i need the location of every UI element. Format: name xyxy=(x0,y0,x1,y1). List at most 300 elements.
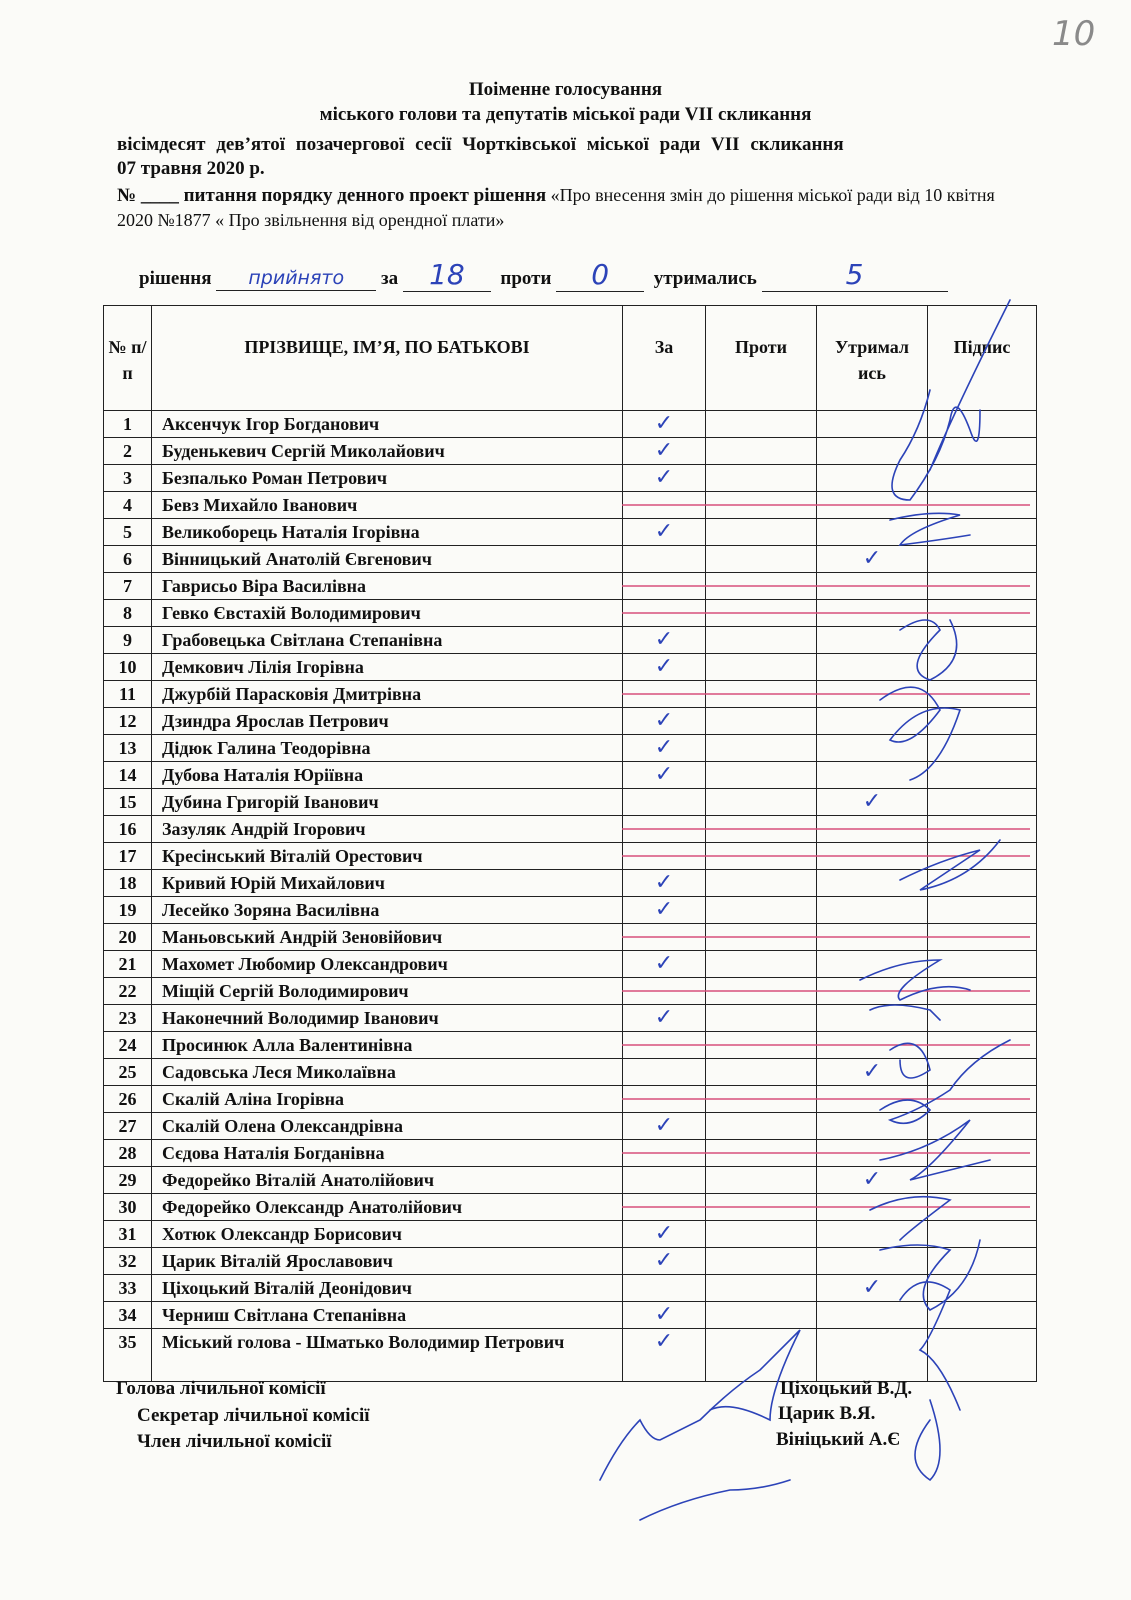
deputy-name: Дзиндра Ярослав Петрович xyxy=(152,708,623,735)
signature-cell xyxy=(928,789,1037,816)
signature-cell xyxy=(928,1113,1037,1140)
signature-cell xyxy=(928,897,1037,924)
signature-cell xyxy=(928,1059,1037,1086)
deputy-name: Сєдова Наталія Богданівна xyxy=(152,1140,623,1167)
deputy-name: Кресінський Віталій Орестович xyxy=(152,843,623,870)
row-number: 16 xyxy=(104,816,152,843)
vote-for-cell xyxy=(623,735,706,762)
row-number: 9 xyxy=(104,627,152,654)
vote-against-cell xyxy=(706,438,817,465)
chair-label: Голова лічильної комісії xyxy=(116,1378,326,1399)
session-date: 07 травня 2020 р. xyxy=(117,158,265,179)
checkmark-icon: ✓ xyxy=(654,519,674,544)
deputy-name: Безпалько Роман Петрович xyxy=(152,465,623,492)
signature-cell xyxy=(928,654,1037,681)
table-row xyxy=(104,492,1037,519)
signature-cell xyxy=(928,573,1037,600)
row-number: 14 xyxy=(104,762,152,789)
row-number: 5 xyxy=(104,519,152,546)
table-row xyxy=(104,573,1037,600)
agenda-prefix: № ____ питання порядку денного проект рішення xyxy=(117,185,547,206)
decision-value: прийнято xyxy=(248,267,345,289)
checkmark-icon: ✓ xyxy=(654,438,674,463)
signature-cell xyxy=(928,978,1037,1005)
deputy-name: Демкович Лілія Ігорівна xyxy=(152,654,623,681)
signature-cell xyxy=(928,708,1037,735)
table-row xyxy=(104,870,1037,897)
checkmark-icon: ✓ xyxy=(862,1275,882,1300)
table-row xyxy=(104,654,1037,681)
checkmark-icon: ✓ xyxy=(654,735,674,760)
table-row xyxy=(104,438,1037,465)
checkmark-icon: ✓ xyxy=(654,1221,674,1246)
table-row xyxy=(104,789,1037,816)
table-row xyxy=(104,897,1037,924)
vote-against-cell xyxy=(706,654,817,681)
vote-abstain-cell xyxy=(817,1329,928,1382)
vote-abstain-cell xyxy=(817,1194,928,1221)
deputy-name: Дідюк Галина Теодорівна xyxy=(152,735,623,762)
table-row xyxy=(104,1005,1037,1032)
vote-for-cell xyxy=(623,816,706,843)
vote-abstain-cell xyxy=(817,438,928,465)
vote-abstain-cell xyxy=(817,519,928,546)
vote-for-cell xyxy=(623,438,706,465)
signature-cell xyxy=(928,843,1037,870)
checkmark-icon: ✓ xyxy=(654,1248,674,1273)
deputy-name: Дубина Григорій Іванович xyxy=(152,789,623,816)
agenda-item xyxy=(117,183,1033,232)
deputy-name: Гаврисьо Віра Василівна xyxy=(152,573,623,600)
vote-abstain-cell xyxy=(817,789,928,816)
vote-against-cell xyxy=(706,1167,817,1194)
row-number: 29 xyxy=(104,1167,152,1194)
row-number: 15 xyxy=(104,789,152,816)
deputy-name: Федорейко Віталій Анатолійович xyxy=(152,1167,623,1194)
table-row xyxy=(104,411,1037,438)
vote-for-cell xyxy=(623,978,706,1005)
row-number: 19 xyxy=(104,897,152,924)
vote-abstain-cell xyxy=(817,1059,928,1086)
checkmark-icon: ✓ xyxy=(654,762,674,787)
checkmark-icon: ✓ xyxy=(862,1059,882,1084)
signature-cell xyxy=(928,1248,1037,1275)
roll-call-table xyxy=(103,305,1037,1382)
for-label: за xyxy=(381,268,399,289)
vote-against-cell xyxy=(706,924,817,951)
vote-for-cell xyxy=(623,1086,706,1113)
vote-abstain-cell xyxy=(817,654,928,681)
decision-label: рішення xyxy=(139,268,212,289)
session-line: вісімдесят дев’ятої позачергової сесії Чортківської міської ради VII скликання xyxy=(117,134,844,155)
checkmark-icon: ✓ xyxy=(654,1113,674,1138)
vote-for-cell xyxy=(623,1302,706,1329)
deputy-name: Бевз Михайло Іванович xyxy=(152,492,623,519)
row-number: 13 xyxy=(104,735,152,762)
signature-cell xyxy=(928,1032,1037,1059)
vote-against-cell xyxy=(706,978,817,1005)
signature-cell xyxy=(928,681,1037,708)
decision-summary xyxy=(139,258,948,292)
header-num: № п/п xyxy=(104,306,152,411)
signature-cell xyxy=(928,1194,1037,1221)
member-name: Вініцький А.Є xyxy=(776,1429,901,1450)
for-count-field xyxy=(403,258,491,292)
checkmark-icon: ✓ xyxy=(654,870,674,895)
vote-against-cell xyxy=(706,519,817,546)
vote-for-cell xyxy=(623,843,706,870)
header-for: За xyxy=(623,306,706,411)
signature-cell xyxy=(928,1005,1037,1032)
signature-cell xyxy=(928,546,1037,573)
secretary-name: Царик В.Я. xyxy=(778,1403,876,1424)
signature-cell xyxy=(928,735,1037,762)
vote-abstain-cell xyxy=(817,1140,928,1167)
deputy-name: Махомет Любомир Олександрович xyxy=(152,951,623,978)
signature-cell xyxy=(928,411,1037,438)
table-row xyxy=(104,708,1037,735)
deputy-name: Вінницький Анатолій Євгенович xyxy=(152,546,623,573)
table-row xyxy=(104,546,1037,573)
row-number: 33 xyxy=(104,1275,152,1302)
header-abstain: Утримались xyxy=(817,306,928,411)
vote-abstain-cell xyxy=(817,492,928,519)
header-signature: Підпис xyxy=(928,306,1037,411)
vote-for-cell xyxy=(623,924,706,951)
vote-abstain-cell xyxy=(817,762,928,789)
vote-against-cell xyxy=(706,1221,817,1248)
checkmark-icon: ✓ xyxy=(654,411,674,436)
signature-cell xyxy=(928,1275,1037,1302)
row-number: 20 xyxy=(104,924,152,951)
deputy-name: Скалій Олена Олександрівна xyxy=(152,1113,623,1140)
signature-cell xyxy=(928,1302,1037,1329)
signature-cell xyxy=(928,1329,1037,1382)
vote-against-cell xyxy=(706,465,817,492)
vote-against-cell xyxy=(706,681,817,708)
deputy-name: Кривий Юрій Михайлович xyxy=(152,870,623,897)
vote-for-cell xyxy=(623,492,706,519)
vote-for-cell xyxy=(623,1275,706,1302)
agenda-text: «Про внесення змін до рішення міської ради від 10 квітня 2020 №1877 « Про звільнення від орендної плати» xyxy=(117,185,995,230)
table-row xyxy=(104,465,1037,492)
vote-for-cell xyxy=(623,762,706,789)
deputy-name: Зазуляк Андрій Ігорович xyxy=(152,816,623,843)
table-row xyxy=(104,951,1037,978)
checkmark-icon: ✓ xyxy=(862,1167,882,1192)
signature-cell xyxy=(928,1140,1037,1167)
table-row xyxy=(104,735,1037,762)
deputy-name: Аксенчук Ігор Богданович xyxy=(152,411,623,438)
deputy-name: Маньовський Андрій Зеновійович xyxy=(152,924,623,951)
vote-abstain-cell xyxy=(817,1302,928,1329)
deputy-name: Федорейко Олександр Анатолійович xyxy=(152,1194,623,1221)
vote-against-cell xyxy=(706,789,817,816)
document-subtitle: міського голови та депутатів міської ради VII скликання xyxy=(319,104,812,125)
vote-for-cell xyxy=(623,1167,706,1194)
row-number: 8 xyxy=(104,600,152,627)
table-header-row xyxy=(104,306,1037,411)
row-number: 10 xyxy=(104,654,152,681)
row-number: 35 xyxy=(104,1329,152,1382)
vote-against-cell xyxy=(706,1275,817,1302)
table-row xyxy=(104,1086,1037,1113)
deputy-name: Міський голова - Шматько Володимир Петрович xyxy=(152,1329,623,1382)
table-row xyxy=(104,924,1037,951)
table-row xyxy=(104,600,1037,627)
table-row xyxy=(104,519,1037,546)
table-row xyxy=(104,681,1037,708)
header-against: Проти xyxy=(706,306,817,411)
checkmark-icon: ✓ xyxy=(654,654,674,679)
signature-cell xyxy=(928,600,1037,627)
against-count-field xyxy=(556,258,644,292)
signature-cell xyxy=(928,951,1037,978)
row-number: 22 xyxy=(104,978,152,1005)
row-number: 2 xyxy=(104,438,152,465)
checkmark-icon: ✓ xyxy=(654,1302,674,1327)
deputy-name: Джурбій Парасковія Дмитрівна xyxy=(152,681,623,708)
signature-cell xyxy=(928,1221,1037,1248)
table-row xyxy=(104,843,1037,870)
vote-against-cell xyxy=(706,1059,817,1086)
for-count: 18 xyxy=(429,258,465,291)
deputy-name: Гевко Євстахій Володимирович xyxy=(152,600,623,627)
vote-against-cell xyxy=(706,870,817,897)
table-row xyxy=(104,1221,1037,1248)
vote-for-cell xyxy=(623,411,706,438)
vote-abstain-cell xyxy=(817,816,928,843)
deputy-name: Скалій Аліна Ігорівна xyxy=(152,1086,623,1113)
deputy-name: Царик Віталій Ярославович xyxy=(152,1248,623,1275)
vote-against-cell xyxy=(706,816,817,843)
member-label: Член лічильної комісії xyxy=(137,1431,332,1452)
vote-against-cell xyxy=(706,951,817,978)
vote-abstain-cell xyxy=(817,1005,928,1032)
vote-abstain-cell xyxy=(817,978,928,1005)
checkmark-icon: ✓ xyxy=(654,465,674,490)
checkmark-icon: ✓ xyxy=(654,1005,674,1030)
document-title: Поіменне голосування xyxy=(468,79,663,100)
header-name: ПРІЗВИЩЕ, ІМ’Я, ПО БАТЬКОВІ xyxy=(152,306,623,411)
vote-against-cell xyxy=(706,1329,817,1382)
row-number: 26 xyxy=(104,1086,152,1113)
vote-abstain-cell xyxy=(817,1167,928,1194)
vote-for-cell xyxy=(623,627,706,654)
vote-for-cell xyxy=(623,573,706,600)
vote-against-cell xyxy=(706,1086,817,1113)
vote-for-cell xyxy=(623,654,706,681)
table-row xyxy=(104,1275,1037,1302)
signature-cell xyxy=(928,465,1037,492)
table-row xyxy=(104,762,1037,789)
vote-for-cell xyxy=(623,1221,706,1248)
row-number: 3 xyxy=(104,465,152,492)
row-number: 31 xyxy=(104,1221,152,1248)
vote-abstain-cell xyxy=(817,924,928,951)
row-number: 30 xyxy=(104,1194,152,1221)
vote-for-cell xyxy=(623,681,706,708)
row-number: 11 xyxy=(104,681,152,708)
row-number: 34 xyxy=(104,1302,152,1329)
vote-against-cell xyxy=(706,411,817,438)
vote-abstain-cell xyxy=(817,1275,928,1302)
row-number: 24 xyxy=(104,1032,152,1059)
signature-cell xyxy=(928,438,1037,465)
vote-abstain-cell xyxy=(817,1221,928,1248)
table-row xyxy=(104,816,1037,843)
decision-value-field xyxy=(216,267,376,291)
row-number: 6 xyxy=(104,546,152,573)
vote-abstain-cell xyxy=(817,681,928,708)
vote-against-cell xyxy=(706,546,817,573)
row-number: 21 xyxy=(104,951,152,978)
row-number: 23 xyxy=(104,1005,152,1032)
signature-cell xyxy=(928,816,1037,843)
table-row xyxy=(104,1113,1037,1140)
row-number: 18 xyxy=(104,870,152,897)
vote-abstain-cell xyxy=(817,600,928,627)
vote-against-cell xyxy=(706,708,817,735)
deputy-name: Лесейко Зоряна Василівна xyxy=(152,897,623,924)
vote-abstain-cell xyxy=(817,708,928,735)
vote-against-cell xyxy=(706,1005,817,1032)
vote-abstain-cell xyxy=(817,546,928,573)
vote-abstain-cell xyxy=(817,1248,928,1275)
vote-for-cell xyxy=(623,546,706,573)
vote-against-cell xyxy=(706,1113,817,1140)
deputy-name: Дубова Наталія Юріївна xyxy=(152,762,623,789)
signature-cell xyxy=(928,924,1037,951)
table-row xyxy=(104,627,1037,654)
vote-abstain-cell xyxy=(817,735,928,762)
vote-against-cell xyxy=(706,600,817,627)
vote-against-cell xyxy=(706,897,817,924)
vote-abstain-cell xyxy=(817,843,928,870)
abstain-count: 5 xyxy=(845,258,864,291)
vote-for-cell xyxy=(623,1005,706,1032)
row-number: 27 xyxy=(104,1113,152,1140)
signature-cell xyxy=(928,519,1037,546)
checkmark-icon: ✓ xyxy=(654,951,674,976)
abstain-count-field xyxy=(762,258,948,292)
vote-against-cell xyxy=(706,1194,817,1221)
checkmark-icon: ✓ xyxy=(654,708,674,733)
deputy-name: Буденькевич Сергій Миколайович xyxy=(152,438,623,465)
vote-against-cell xyxy=(706,1140,817,1167)
table-row xyxy=(104,1140,1037,1167)
deputy-name: Великоборець Наталія Ігорівна xyxy=(152,519,623,546)
vote-for-cell xyxy=(623,600,706,627)
vote-for-cell xyxy=(623,789,706,816)
signature-cell xyxy=(928,627,1037,654)
vote-abstain-cell xyxy=(817,411,928,438)
against-label: проти xyxy=(500,268,552,289)
deputy-name: Наконечний Володимир Іванович xyxy=(152,1005,623,1032)
signature-cell xyxy=(928,870,1037,897)
vote-against-cell xyxy=(706,573,817,600)
deputy-name: Міщій Сергій Володимирович xyxy=(152,978,623,1005)
row-number: 32 xyxy=(104,1248,152,1275)
row-number: 28 xyxy=(104,1140,152,1167)
vote-for-cell xyxy=(623,897,706,924)
signature-cell xyxy=(928,1167,1037,1194)
vote-abstain-cell xyxy=(817,897,928,924)
signature-cell xyxy=(928,1086,1037,1113)
deputy-name: Черниш Світлана Степанівна xyxy=(152,1302,623,1329)
vote-for-cell xyxy=(623,1140,706,1167)
vote-for-cell xyxy=(623,519,706,546)
table-row xyxy=(104,1302,1037,1329)
abstain-label: утримались xyxy=(653,268,757,289)
vote-abstain-cell xyxy=(817,465,928,492)
vote-abstain-cell xyxy=(817,951,928,978)
vote-abstain-cell xyxy=(817,573,928,600)
table-row xyxy=(104,1059,1037,1086)
vote-for-cell xyxy=(623,1032,706,1059)
vote-for-cell xyxy=(623,951,706,978)
row-number: 4 xyxy=(104,492,152,519)
vote-abstain-cell xyxy=(817,1032,928,1059)
vote-against-cell xyxy=(706,735,817,762)
vote-against-cell xyxy=(706,1032,817,1059)
vote-for-cell xyxy=(623,1113,706,1140)
vote-against-cell xyxy=(706,1302,817,1329)
checkmark-icon: ✓ xyxy=(654,897,674,922)
deputy-name: Ціхоцький Віталій Деонідович xyxy=(152,1275,623,1302)
vote-against-cell xyxy=(706,843,817,870)
vote-for-cell xyxy=(623,870,706,897)
table-row xyxy=(104,1167,1037,1194)
vote-for-cell xyxy=(623,1194,706,1221)
deputy-name: Хотюк Олександр Борисович xyxy=(152,1221,623,1248)
table-row xyxy=(104,1032,1037,1059)
table-row xyxy=(104,1194,1037,1221)
row-number: 25 xyxy=(104,1059,152,1086)
row-number: 7 xyxy=(104,573,152,600)
vote-abstain-cell xyxy=(817,870,928,897)
vote-for-cell xyxy=(623,1059,706,1086)
row-number: 17 xyxy=(104,843,152,870)
row-number: 1 xyxy=(104,411,152,438)
checkmark-icon: ✓ xyxy=(654,627,674,652)
vote-abstain-cell xyxy=(817,1113,928,1140)
deputy-name: Просинюк Алла Валентинівна xyxy=(152,1032,623,1059)
checkmark-icon: ✓ xyxy=(654,1329,674,1354)
vote-abstain-cell xyxy=(817,627,928,654)
deputy-name: Садовська Леся Миколаївна xyxy=(152,1059,623,1086)
vote-against-cell xyxy=(706,627,817,654)
vote-against-cell xyxy=(706,762,817,789)
vote-against-cell xyxy=(706,1248,817,1275)
table-row xyxy=(104,978,1037,1005)
signature-cell xyxy=(928,492,1037,519)
page-number: 10 xyxy=(1052,14,1096,54)
vote-for-cell xyxy=(623,1329,706,1382)
row-number: 12 xyxy=(104,708,152,735)
table-row xyxy=(104,1248,1037,1275)
deputy-name: Грабовецька Світлана Степанівна xyxy=(152,627,623,654)
table-row xyxy=(104,1329,1037,1382)
against-count: 0 xyxy=(591,258,610,291)
checkmark-icon: ✓ xyxy=(862,789,882,814)
vote-for-cell xyxy=(623,708,706,735)
checkmark-icon: ✓ xyxy=(862,546,882,571)
signature-cell xyxy=(928,762,1037,789)
vote-abstain-cell xyxy=(817,1086,928,1113)
chair-name: Ціхоцький В.Д. xyxy=(780,1378,913,1399)
vote-against-cell xyxy=(706,492,817,519)
